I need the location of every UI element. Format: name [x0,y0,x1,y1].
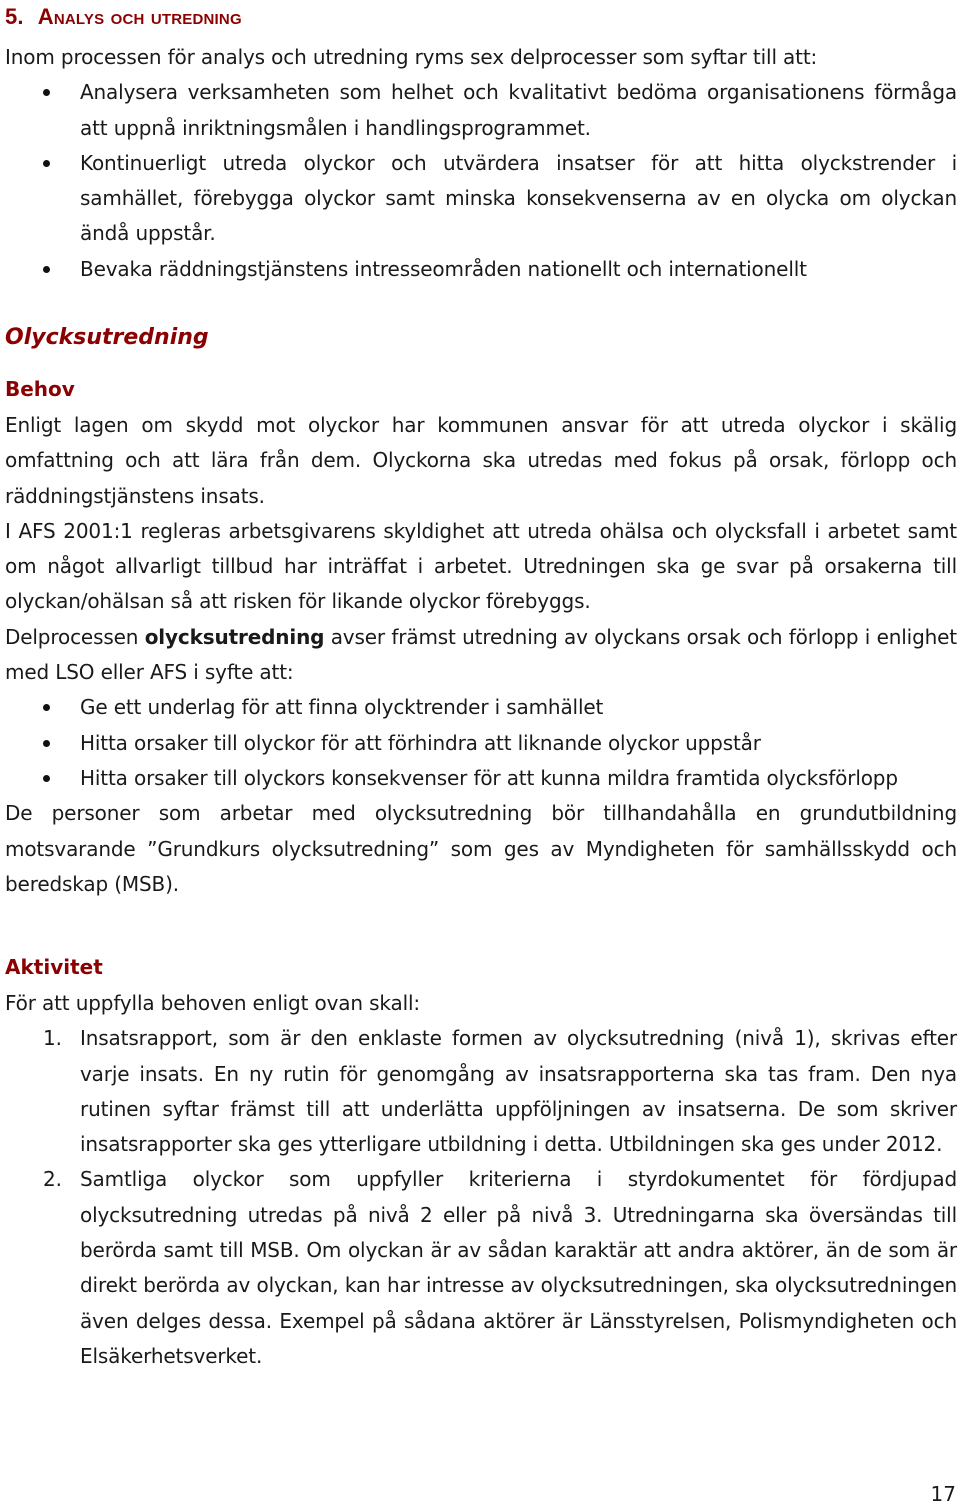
behov-paragraph-3: Delprocessen olycksutredning avser främst utredning av olyckans orsak och förlopp i enlighet med LSO eller AFS i syfte att: [5,624,957,685]
aktivitet-title: Aktivitet [5,955,103,979]
emphasis-term: olycksutredning [144,624,325,649]
aktivitet-numbered-list [5,1021,957,1374]
behov-title: Behov [5,377,75,401]
item-number: 1. [43,1026,62,1051]
list-item: Kontinuerligt utreda olyckor och utvärdera insatser för att hitta olyckstrender i samhället, förebygga olyckor samt minska konsekvenserna av en olycka om olyckan ändå uppstår. [5,146,957,252]
bullet-icon [43,740,50,747]
chapter-number: 5. [5,4,24,29]
page-number: 17 [930,1482,956,1506]
chapter-heading [5,4,242,30]
bullet-icon [43,160,50,167]
item-number: 2. [43,1167,62,1192]
intro-block [5,40,957,287]
list-item: 2. Samtliga olyckor som uppfyller kriterierna i styrdokumentet för fördjupad olycksutredning utredas på nivå 2 eller på nivå 3. Utredningarna ska översändas till berörda samt till MSB. Om olyckan är av sådan karaktär att andra aktörer, än de som är direkt berörda av olyckan, kan har intresse av olycksutredningen, ska olycksutredningen även delges dessa. Exempel på sådana aktörer är Länsstyrelsen, Polismyndigheten och Elsäkerhetsverket. [5,1162,957,1374]
bullet-icon [43,775,50,782]
behov-block [5,408,957,902]
behov-paragraph-2: I AFS 2001:1 regleras arbetsgivarens skyldighet att utreda ohälsa och olycksfall i arbetet samt om något allvarligt tillbud har inträffat i arbetet. Utredningen ska ge svar på orsakerna till olyckan/ohälsan så att risken för likande olyckor förebyggs. [5,518,957,614]
list-item: 1. Insatsrapport, som är den enklaste formen av olycksutredning (nivå 1), skrivas efter varje insats. En ny rutin för genomgång av insatsrapporterna ska tas fram. Den nya rutinen syftar främst till att underlätta uppföljningen av insatserna. De som skriver insatsrapporter ska ges ytterligare utbildning i detta. Utbildningen ska ges under 2012. [5,1021,957,1162]
bullet-icon [43,89,50,96]
list-item: Bevaka räddningstjänstens intresseområden nationellt och internationellt [5,252,957,287]
bullet-icon [43,704,50,711]
aktivitet-intro: För att uppfylla behoven enligt ovan skall: [5,991,420,1015]
section-title: Olycksutredning [5,325,209,350]
behov-paragraph-4: De personer som arbetar med olycksutredning bör tillhandahålla en grundutbildning motsvarande ”Grundkurs olycksutredning” som ges av Myndigheten för samhällsskydd och beredskap (MSB). [5,801,957,896]
intro-paragraph: Inom processen för analys och utredning ryms sex delprocesser som syftar till att: [5,45,818,69]
intro-bullet-list [5,75,957,287]
behov-paragraph-1: Enligt lagen om skydd mot olyckor har kommunen ansvar för att utreda olyckor i skälig omfattning och att lära från dem. Olyckorna ska utredas med fokus på orsak, förlopp och räddningstjänstens insats. [5,413,957,508]
list-item: Hitta orsaker till olyckor för att förhindra att liknande olyckor uppstår [5,726,957,761]
list-item: Ge ett underlag för att finna olycktrender i samhället [5,690,957,725]
aktivitet-block [5,986,957,1374]
chapter-title: Analys och utredning [37,4,242,29]
behov-bullet-list [5,690,957,796]
list-item: Analysera verksamheten som helhet och kvalitativt bedöma organisationens förmåga att uppnå inriktningsmålen i handlingsprogrammet. [5,75,957,146]
list-item: Hitta orsaker till olyckors konsekvenser för att kunna mildra framtida olycksförlopp [5,761,957,796]
bullet-icon [43,266,50,273]
